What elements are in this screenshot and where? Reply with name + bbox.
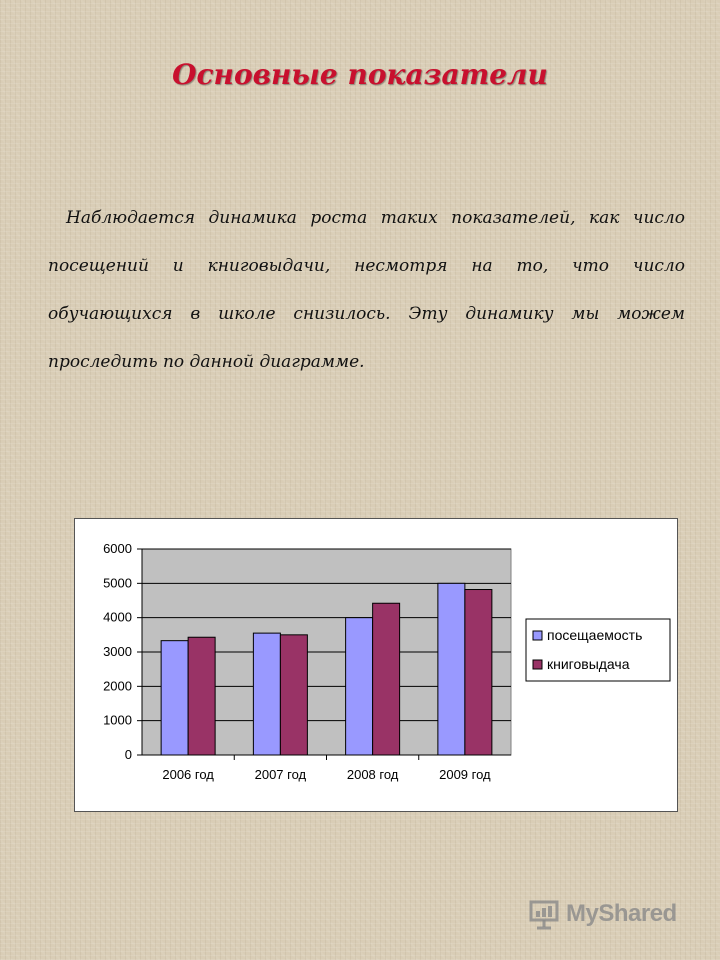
bar-loans	[188, 637, 215, 755]
legend-label: посещаемость	[547, 627, 643, 643]
presentation-logo-icon	[528, 898, 562, 930]
y-tick-label: 3000	[103, 644, 132, 659]
y-tick-label: 4000	[103, 609, 132, 625]
legend-swatch	[533, 631, 542, 640]
y-tick-label: 0	[124, 747, 132, 762]
chart-container	[74, 518, 678, 812]
bar-visits	[253, 633, 280, 755]
y-tick-label: 2000	[103, 678, 132, 694]
bar-loans	[373, 603, 400, 755]
x-tick-label: 2008 год	[346, 767, 399, 782]
bar-loans	[465, 590, 492, 755]
legend-label: книговыдача	[547, 656, 630, 672]
watermark	[528, 896, 677, 932]
bar-visits	[346, 618, 373, 755]
x-tick-label: 2007 год	[254, 767, 307, 782]
x-tick-label: 2006 год	[162, 767, 214, 782]
bar-visits	[438, 583, 465, 755]
y-tick-label: 6000	[103, 541, 132, 556]
slide-title: Основные показатели	[172, 58, 548, 91]
y-tick-label: 5000	[103, 575, 132, 591]
bar-visits	[161, 641, 188, 755]
description-paragraph: Наблюдается динамика роста таких показателей, как число посещений и книговыдачи, несмотря на то, что число обучающихся в школе снизилось. Эту динамику мы можем проследить по данной диаграмме.	[48, 208, 685, 372]
watermark-text: MyShared	[566, 900, 677, 927]
y-tick-label: 1000	[103, 712, 132, 728]
legend-swatch	[533, 660, 542, 669]
x-tick-label: 2009 год	[439, 767, 491, 782]
bar-chart	[75, 519, 677, 811]
bar-loans	[280, 635, 307, 755]
